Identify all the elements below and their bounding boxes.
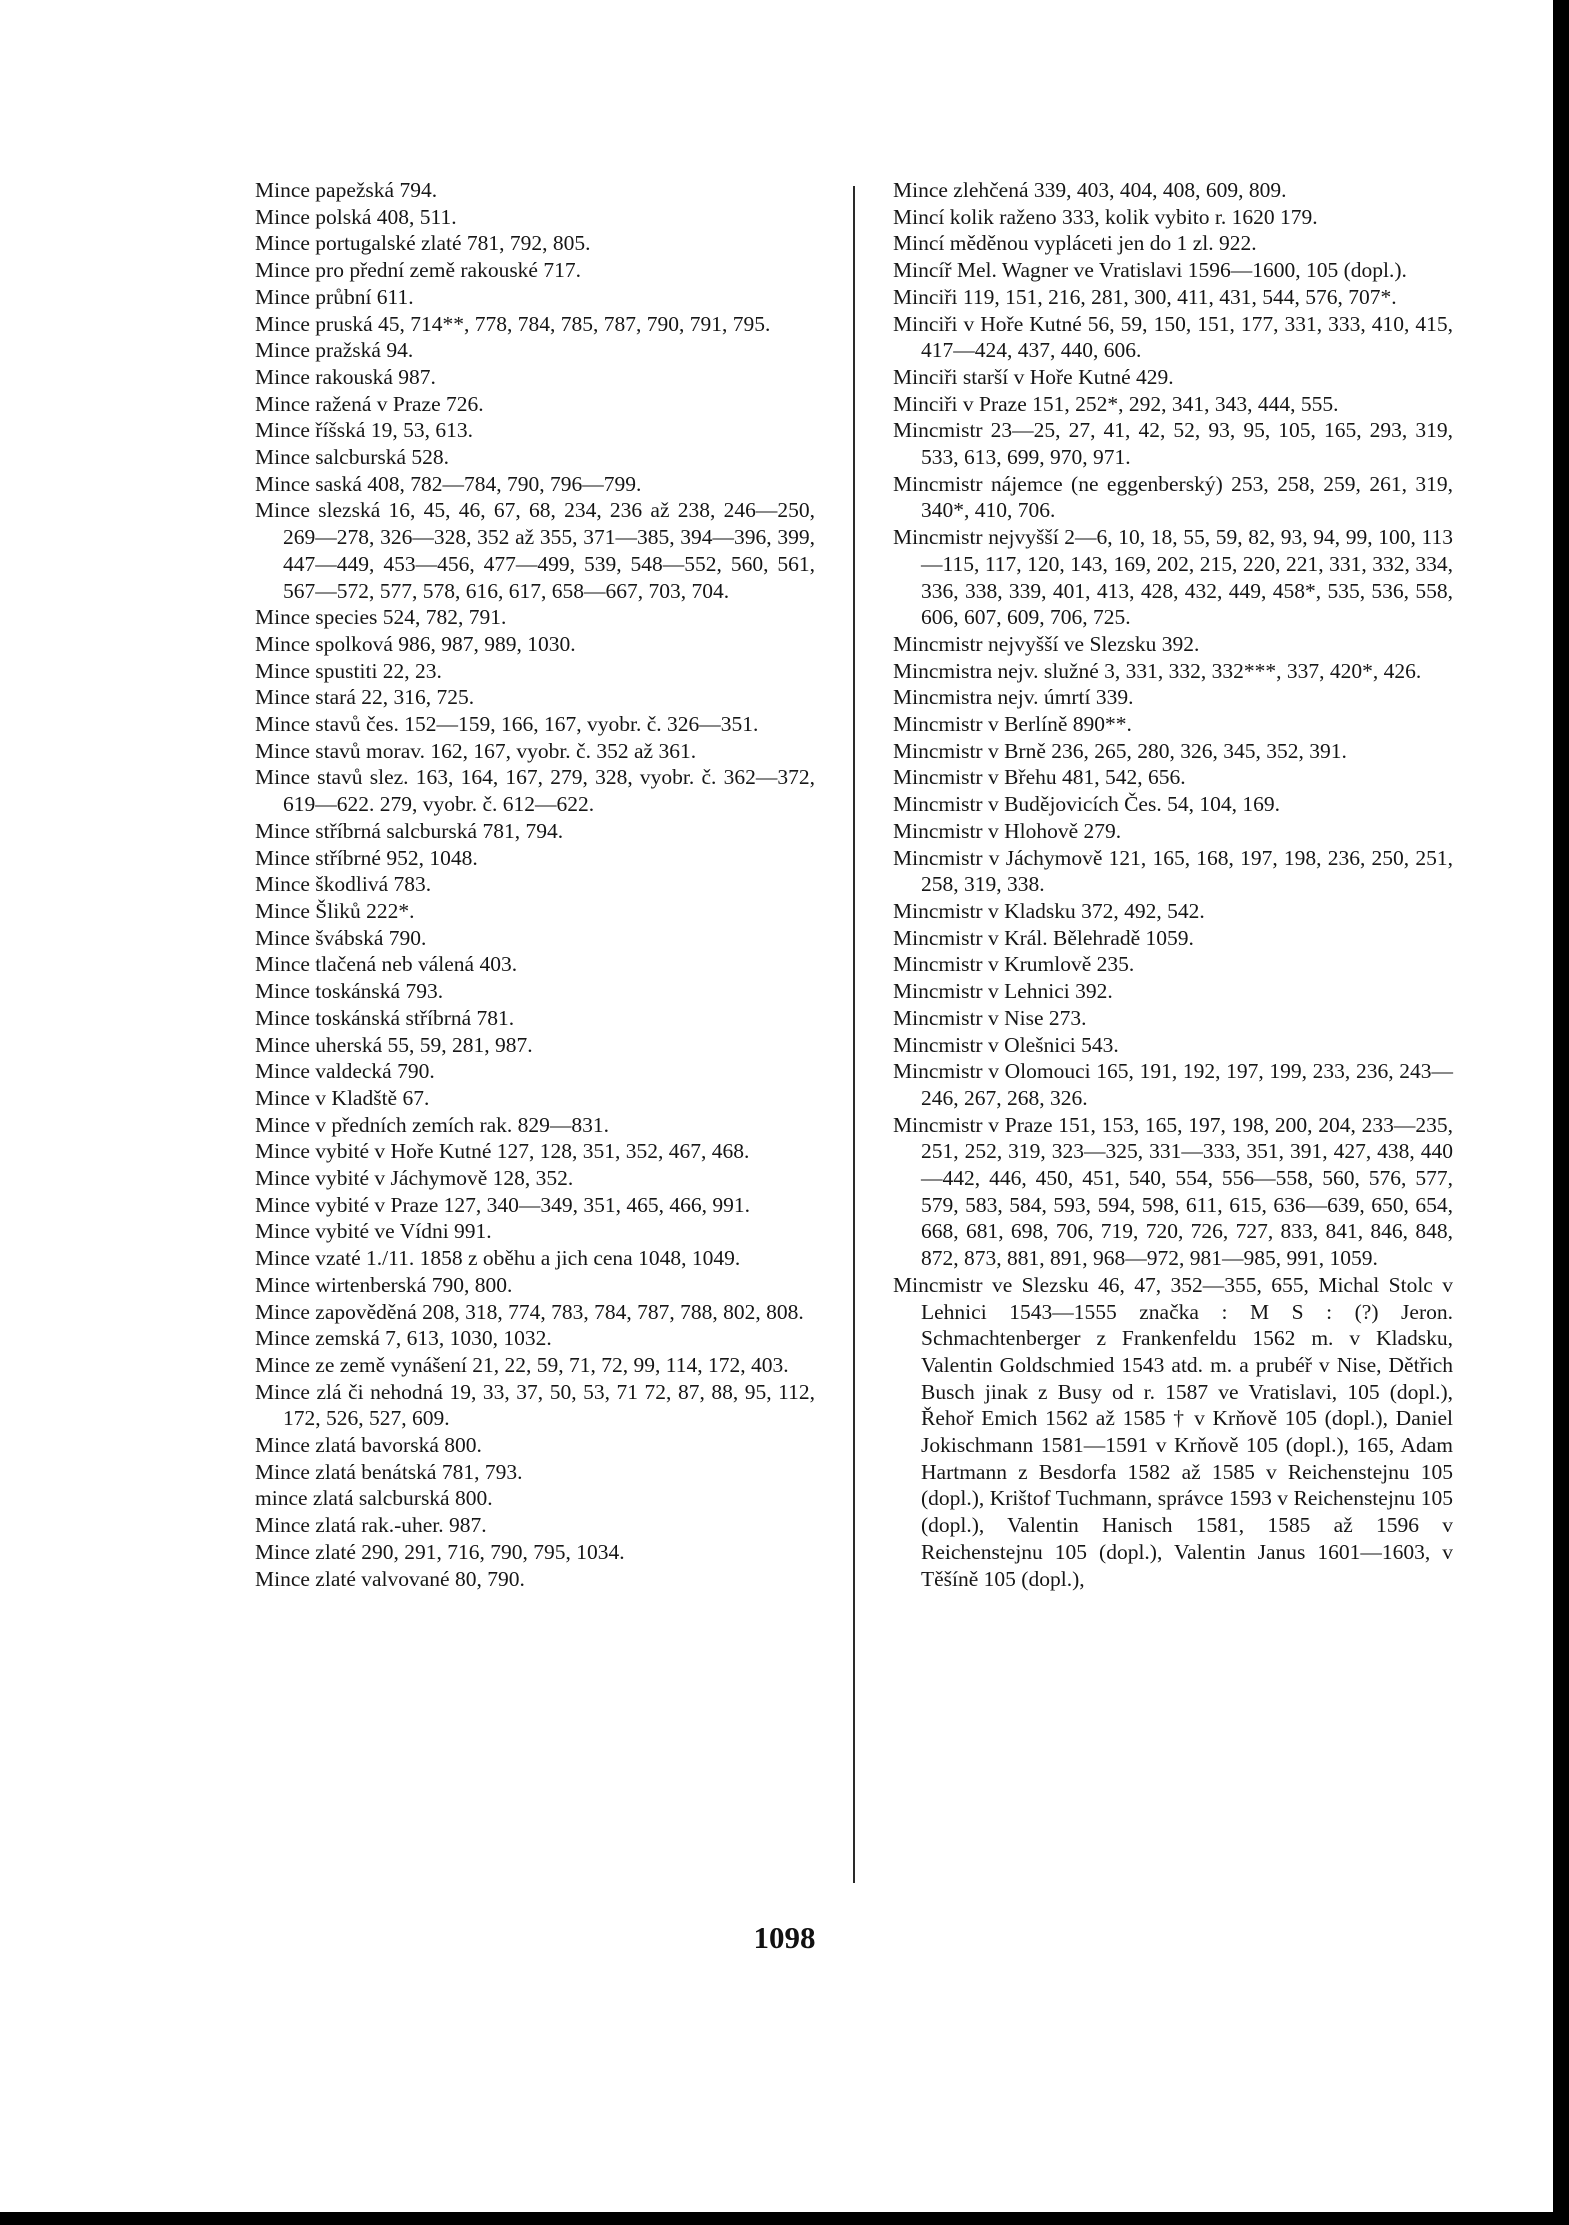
index-entry: Mince průbní 611. [255, 284, 414, 309]
index-entry: Mince ze země vynášení 21, 22, 59, 71, 72, 99, 114, 172, 403. [255, 1352, 789, 1377]
index-entry: Mincmistr v Brně 236, 265, 280, 326, 345, 352, 391. [893, 738, 1347, 763]
index-entry: Mincmistr v Král. Bělehradě 1059. [893, 925, 1194, 950]
index-entry: Minciři 119, 151, 216, 281, 300, 411, 431, 544, 576, 707*. [893, 284, 1397, 309]
column-divider [853, 186, 855, 1883]
index-entry: Mincmistr nejvyšší ve Slezsku 392. [893, 631, 1200, 656]
index-entry: Mincmistr v Praze 151, 153, 165, 197, 198, 200, 204, 233—235, 251, 252, 319, 323—325, 331—333, 351, 391, 427, 438, 440—442, 446, 450, 451, 540, 554, 556—558, 560, 576, 577, 579, 583, 584, 593, 594, 598, 611, 615, 636—639, 650, 654, 668, 681, 698, 706, 719, 720, 726, 727, 833, 841, 846, 848, 872, 873, 881, 891, 968—972, 981—985, 991, 1059. [893, 1112, 1453, 1271]
index-entry: Mince tlačená neb válená 403. [255, 952, 518, 977]
index-entry: Mince v předních zemích rak. 829—831. [255, 1112, 610, 1137]
index-entry: Mince švábská 790. [255, 925, 427, 950]
index-entry: Mince species 524, 782, 791. [255, 605, 507, 630]
index-entry: Mince stříbrné 952, 1048. [255, 845, 478, 870]
index-entry: Mincmistr v Nise 273. [893, 1005, 1087, 1030]
index-entry: Mince vzaté 1./11. 1858 z oběhu a jich cena 1048, 1049. [255, 1246, 741, 1271]
index-entry: Mince salcburská 528. [255, 445, 450, 470]
index-entry: Mince vybité ve Vídni 991. [255, 1219, 492, 1244]
index-entry: Mincmistr v Budějovicích Čes. 54, 104, 169. [893, 792, 1280, 817]
index-entry: Minciři starší v Hoře Kutné 429. [893, 364, 1174, 389]
index-entry: Mince v Kladště 67. [255, 1085, 430, 1110]
index-entry: Mince zapověděná 208, 318, 774, 783, 784, 787, 788, 802, 808. [255, 1299, 804, 1324]
index-column-left [255, 177, 815, 1592]
index-entry: Mince slezská 16, 45, 46, 67, 68, 234, 236 až 238, 246—250, 269—278, 326—328, 352 až 355, 371—385, 394—396, 399, 447—449, 453—456, 477—499, 539, 548—552, 560, 561, 567—572, 577, 578, 616, 617, 658—667, 703, 704. [255, 498, 815, 603]
index-entry: Mincmistra nejv. úmrtí 339. [893, 685, 1134, 710]
index-entry: Mince vybité v Jáchymově 128, 352. [255, 1166, 574, 1191]
index-entry: Mince škodlivá 783. [255, 872, 432, 897]
page-number: 1098 [753, 1920, 816, 1955]
index-entry: Mince stříbrná salcburská 781, 794. [255, 818, 564, 843]
index-column-right [893, 177, 1453, 1592]
index-entry: Mince pražská 94. [255, 338, 414, 363]
index-entry: Mincmistr v Kladsku 372, 492, 542. [893, 898, 1205, 923]
index-entry: Mince portugalské zlaté 781, 792, 805. [255, 231, 591, 256]
index-entry: Minciři v Hoře Kutné 56, 59, 150, 151, 177, 331, 333, 410, 415, 417—424, 437, 440, 606. [893, 311, 1453, 363]
index-entry: Mince spolková 986, 987, 989, 1030. [255, 631, 576, 656]
index-entry: Mince zlatá rak.-uher. 987. [255, 1513, 487, 1538]
index-entry: Mince zemská 7, 613, 1030, 1032. [255, 1326, 552, 1351]
index-entry: Mincí měděnou vypláceti jen do 1 zl. 922. [893, 231, 1257, 256]
index-entry: Mincmistr v Olomouci 165, 191, 192, 197, 199, 233, 236, 243—246, 267, 268, 326. [893, 1059, 1453, 1110]
index-entry: Mincmistr v Jáchymově 121, 165, 168, 197, 198, 236, 250, 251, 258, 319, 338. [893, 845, 1453, 897]
index-entry: Mince zlatá benátská 781, 793. [255, 1459, 523, 1484]
index-entry: Mince stavů morav. 162, 167, vyobr. č. 352 až 361. [255, 738, 697, 763]
index-entry: Mince zlá či nehodná 19, 33, 37, 50, 53, 71 72, 87, 88, 95, 112, 172, 526, 527, 609. [255, 1379, 815, 1431]
index-entry: Mince ražená v Praze 726. [255, 391, 484, 416]
index-entry: Mince saská 408, 782—784, 790, 796—799. [255, 471, 642, 496]
index-entry: Mince rakouská 987. [255, 364, 436, 389]
index-entry: Mincmistr nájemce (ne eggenberský) 253, 258, 259, 261, 319, 340*, 410, 706. [893, 471, 1453, 523]
index-entry: Mince zlaté valvované 80, 790. [255, 1566, 525, 1591]
index-entry: Mincmistra nejv. služné 3, 331, 332, 332***, 337, 420*, 426. [893, 658, 1422, 683]
index-entry: Mincmistr 23—25, 27, 41, 42, 52, 93, 95, 105, 165, 293, 319, 533, 613, 699, 970, 971. [893, 418, 1453, 470]
index-entry: Mince stará 22, 316, 725. [255, 685, 475, 710]
index-entry: Mince pruská 45, 714**, 778, 784, 785, 787, 790, 791, 795. [255, 311, 771, 336]
index-entry: mince zlatá salcburská 800. [255, 1486, 493, 1511]
index-entry: Mince vybité v Hoře Kutné 127, 128, 351, 352, 467, 468. [255, 1139, 750, 1164]
index-entry: Mince stavů slez. 163, 164, 167, 279, 328, vyobr. č. 362—372, 619—622. 279, vyobr. č. 612—622. [255, 765, 815, 817]
index-entry: Mince spustiti 22, 23. [255, 658, 442, 683]
index-entry: Mincmistr v Hlohově 279. [893, 818, 1122, 843]
index-entry: Mince Šliků 222*. [255, 898, 415, 923]
index-entry: Mince valdecká 790. [255, 1059, 435, 1084]
index-entry: Mince toskánská stříbrná 781. [255, 1005, 515, 1030]
index-entry: Mince wirtenberská 790, 800. [255, 1272, 513, 1297]
index-entry: Mincí kolik raženo 333, kolik vybito r. 1620 179. [893, 204, 1318, 229]
index-entry: Mincmistr v Berlíně 890**. [893, 712, 1132, 737]
index-entry: Mincmistr v Krumlově 235. [893, 952, 1135, 977]
index-entry: Mincíř Mel. Wagner ve Vratislavi 1596—1600, 105 (dopl.). [893, 258, 1407, 283]
index-entry: Mince papežská 794. [255, 178, 438, 202]
index-entry: Mince říšská 19, 53, 613. [255, 418, 473, 443]
index-entry: Minciři v Praze 151, 252*, 292, 341, 343, 444, 555. [893, 391, 1339, 416]
index-entry: Mincmistr v Lehnici 392. [893, 979, 1113, 1004]
index-entry: Mince uherská 55, 59, 281, 987. [255, 1032, 533, 1057]
index-entry: Mince pro přední země rakouské 717. [255, 258, 581, 283]
index-entry: Mincmistr ve Slezsku 46, 47, 352—355, 655, Michal Stolc v Lehnici 1543—1555 značka : M S : (?) Jeron. Schmachtenberger z Frankenfeldu 1562 m. v Kladsku, Valentin Goldschmied 1543 atd. m. a prubéř v Nise, Dětřich Busch jinak z Busy od r. 1587 ve Vratislavi, 105 (dopl.), Řehoř Emich 1562 až 1585 † v Krňově 105 (dopl.), Daniel Jokischmann 1581—1591 v Krňově 105 (dopl.), 165, Adam Hartmann z Besdorfa 1582 až 1585 v Reichenstejnu 105 (dopl.), Krištof Tuchmann, správce 1593 v Reichenstejnu 105 (dopl.), Valentin Hanisch 1581, 1585 až 1596 v Reichenstejnu 105 (dopl.), Valentin Janus 1601—1603, v Těšíně 105 (dopl.), [893, 1272, 1453, 1591]
index-entry: Mincmistr v Břehu 481, 542, 656. [893, 765, 1186, 790]
index-entry: Mince polská 408, 511. [255, 204, 457, 229]
index-entry: Mince zlaté 290, 291, 716, 790, 795, 1034. [255, 1539, 625, 1564]
index-entry: Mince vybité v Praze 127, 340—349, 351, 465, 466, 991. [255, 1192, 751, 1217]
index-entry: Mincmistr nejvyšší 2—6, 10, 18, 55, 59, 82, 93, 94, 99, 100, 113—115, 117, 120, 143, 169, 202, 215, 220, 221, 331, 332, 334, 336, 338, 339, 401, 413, 428, 432, 449, 458*, 535, 536, 558, 606, 607, 609, 706, 725. [893, 525, 1453, 630]
index-entry: Mince zlehčená 339, 403, 404, 408, 609, 809. [893, 178, 1287, 202]
index-entry: Mincmistr v Olešnici 543. [893, 1032, 1119, 1057]
index-entry: Mince toskánská 793. [255, 979, 444, 1004]
index-entry: Mince stavů čes. 152—159, 166, 167, vyobr. č. 326—351. [255, 712, 759, 737]
index-entry: Mince zlatá bavorská 800. [255, 1433, 482, 1458]
